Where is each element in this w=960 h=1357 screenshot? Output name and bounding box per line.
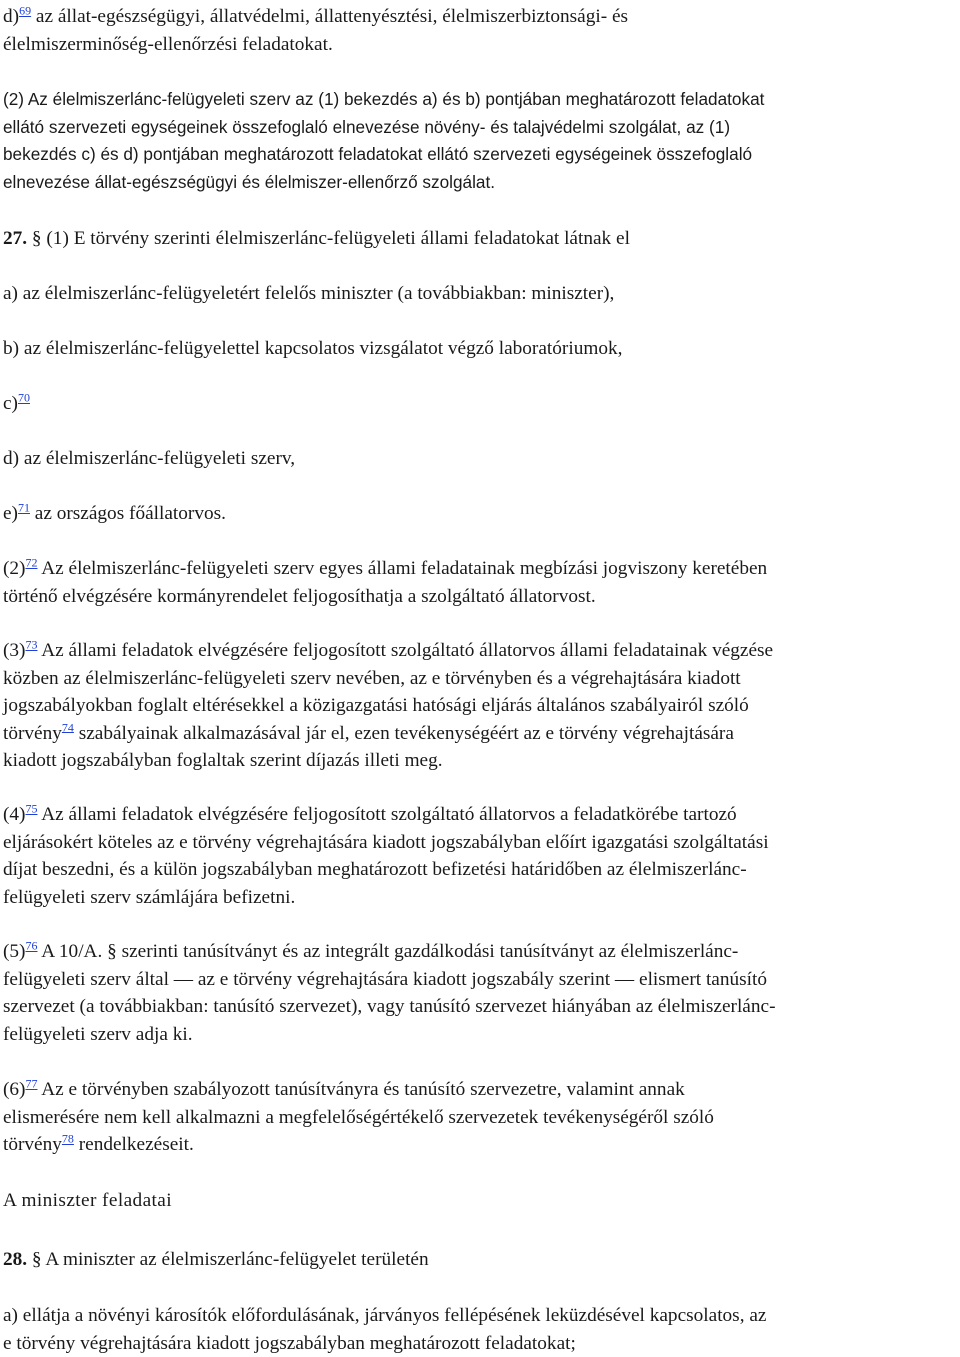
paragraph-2-line: (2) Az élelmiszerlánc-felügyeleti szerv az (1) bekezdés a) és b) pontjában meghatározott feladatokat: [3, 89, 765, 109]
section-27-heading: 27. § (1) E törvény szerinti élelmiszerlánc-felügyeleti állami feladatokat látnak el: [3, 228, 630, 249]
paragraph-27-3: (3)$^{73}$ Az állami feladatok elvégzésére feljogosított szolgáltató állatorvos állami feladatainak végzése közben az élelmiszerlánc-felügyeleti szerv nevében, az e törvényben és a végrehajtására kiadott jogszabályokban foglalt eltérésekkel a közigazgatási hatósági eljárás általános szabályairól szóló törvény$^{74}$ szabályainak alkalmazásával jár el, ezen tevékenységéért az e törvény végrehajtására kiadott jogszabályban foglaltak szerint díjazás illeti meg.: [3, 637, 774, 771]
list-item-b: b) az élelmiszerlánc-felügyelettel kapcsolatos vizsgálatot végző laboratóriumok,: [3, 338, 623, 359]
footnote-link-74[interactable]: 74: [61, 720, 74, 735]
footnote-link-73[interactable]: 73: [25, 637, 38, 652]
paragraph-27-4: (4)$^{75}$ Az állami feladatok elvégzésére feljogosított szolgáltató állatorvos a feladatkörébe tartozó eljárásokért köteles az e törvény végrehajtására kiadott jogszabályban előírt igazgatási szolgáltatási díjat beszedni, és a külön jogszabályban meghatározott befizetési határidőben az élelmiszerlánc- felügyeleti szerv számlájára befizetni.: [3, 801, 769, 908]
paragraph-27-2: (2)$^{72}$ Az élelmiszerlánc-felügyeleti szerv egyes állami feladatainak megbízási jogviszony keretében történő elvégzésére kormányrendelet feljogosíthatja a szolgáltató állatorvost.: [3, 555, 768, 607]
list-item-e: e)$^{71}$ az országos főállatorvos.: [3, 500, 226, 524]
footnote-link-69[interactable]: 69: [19, 3, 32, 18]
footnote-link-71[interactable]: 71: [17, 500, 30, 515]
footnote-link-75[interactable]: 75: [25, 801, 38, 816]
footnote-link-72[interactable]: 72: [25, 555, 38, 570]
paragraph-2: [3, 86, 958, 196]
paragraph-27-5: (5)$^{76}$ A 10/A. § szerinti tanúsítványt és az integrált gazdálkodási tanúsítványt az élelmiszerlánc- felügyeleti szerv által — az e törvény végrehajtására kiadott jogszabály szerint — elismert tanúsító szervezet (a továbbiakban: tanúsító szervezet), vagy tanúsító szervezet hiányában az élelmiszerlánc- felügyeleti szerv adja ki.: [3, 938, 776, 1045]
paragraph-d: [3, 3, 958, 58]
footnote-link-76[interactable]: 76: [25, 938, 38, 953]
section-number: 27.: [3, 228, 28, 249]
section-28-heading: 28. § A miniszter az élelmiszerlánc-felügyelet területén: [3, 1249, 429, 1270]
heading-miniszter-feladatai: A miniszter feladatai: [3, 1190, 173, 1211]
footnote-link-78[interactable]: 78: [61, 1131, 74, 1146]
section-number: 28.: [3, 1249, 28, 1270]
list-item-d: d) az élelmiszerlánc-felügyeleti szerv,: [3, 448, 296, 469]
list-item-a: a) az élelmiszerlánc-felügyeletért felelős miniszter (a továbbiakban: miniszter),: [3, 283, 615, 304]
footnote-link-70[interactable]: 70: [17, 390, 30, 405]
paragraph-2-line: elnevezése állat-egészségügyi és élelmiszer-ellenőrző szolgálat.: [3, 171, 496, 192]
section-28-item-a: a) ellátja a növényi károsítók előfordulásának, járványos fellépésének leküzdésével kapcsolatos, az e törvény végrehajtására kiadott jogszabályban meghatározott feladatokat;: [3, 1305, 767, 1354]
paragraph-d-line-2: élelmiszerminőség-ellenőrzési feladatokat.: [3, 33, 333, 55]
paragraph-27-6: (6)$^{77}$ Az e törvényben szabályozott tanúsítványra és tanúsító szervezetre, valamint annak elismerésére nem kell alkalmazni a megfelelőségértékelő szervezetek tevékenységéről szóló törvény$^{78}$ rendelkezéseit.: [3, 1076, 714, 1155]
paragraph-2-line: bekezdés c) és d) pontjában meghatározott feladatokat ellátó szervezeti egységeinek összefoglaló: [3, 144, 753, 164]
paragraph-d-line-1: d)$^{69}$ az állat-egészségügyi, állatvédelmi, állattenyésztési, élelmiszerbiztonsági- és: [3, 3, 628, 27]
footnote-link-77[interactable]: 77: [25, 1076, 38, 1091]
paragraph-2-line: ellátó szervezeti egységeinek összefoglaló elnevezése növény- és talajvédelmi szolgálat, az (1): [3, 116, 731, 137]
list-item-c: c)$^{70}$: [3, 390, 30, 414]
